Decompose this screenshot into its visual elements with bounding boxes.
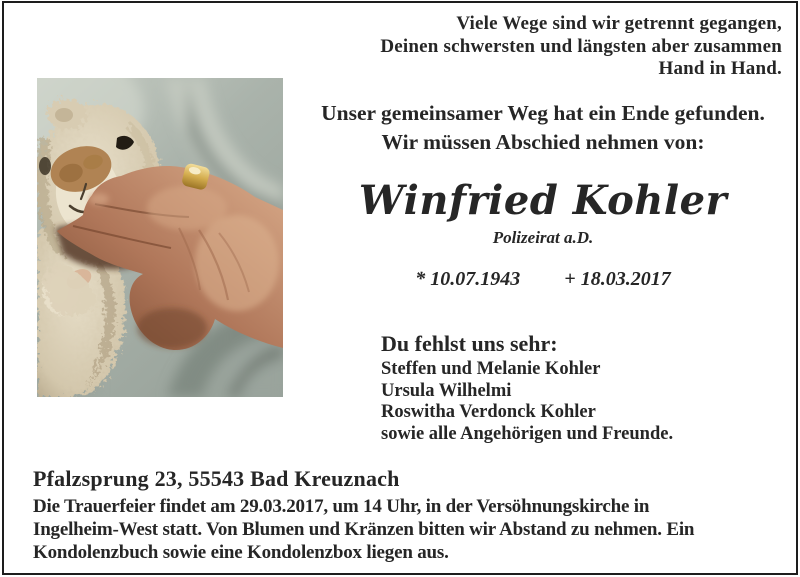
death-symbol: + — [564, 268, 576, 290]
memorial-photo — [37, 78, 283, 397]
funeral-line: Kondolenzbuch sowie eine Kondolenzbox liegen aus. — [33, 542, 449, 563]
life-dates — [300, 268, 786, 291]
intro-line: Unser gemeinsamer Weg hat ein Ende gefunden. — [321, 101, 765, 125]
mourner-line: sowie alle Angehörigen und Freunde. — [381, 423, 674, 444]
funeral-line: Die Trauerfeier findet am 29.03.2017, um 14 Uhr, in der Versöhnungskirche in — [33, 496, 650, 517]
deceased-name: Winfried Kohler — [358, 177, 728, 224]
footer-block — [33, 466, 781, 564]
birth-symbol: * — [415, 268, 426, 290]
intro-line: Wir müssen Abschied nehmen von: — [381, 130, 705, 154]
mourner-line: Roswitha Verdonck Kohler — [381, 402, 596, 422]
quote-line: Deinen schwersten und längsten aber zusammen — [380, 35, 782, 57]
farewell-quote — [380, 13, 782, 81]
mourner-line: Steffen und Melanie Kohler — [381, 359, 601, 379]
deceased-title: Polizeirat a.D. — [492, 228, 594, 247]
mourning-heading: Du fehlst uns sehr: — [381, 331, 558, 356]
mourner-line: Ursula Wilhelmi — [381, 380, 512, 401]
teddy-bear-hand-illustration — [37, 78, 283, 397]
death-date: + 18.03.2017 — [564, 268, 671, 290]
funeral-info — [33, 495, 781, 564]
quote-line: Hand in Hand. — [658, 58, 782, 79]
mourners-block — [381, 331, 673, 445]
address-line: Pfalzsprung 23, 55543 Bad Kreuznach — [33, 466, 400, 491]
funeral-line: Ingelheim-West statt. Von Blumen und Kränzen bitten wir Abstand zu nehmen. Ein — [33, 519, 695, 540]
quote-line: Viele Wege sind wir getrennt gegangen, — [456, 13, 782, 34]
intro-block — [300, 99, 786, 157]
birth-date: * 10.07.1943 — [415, 268, 521, 290]
